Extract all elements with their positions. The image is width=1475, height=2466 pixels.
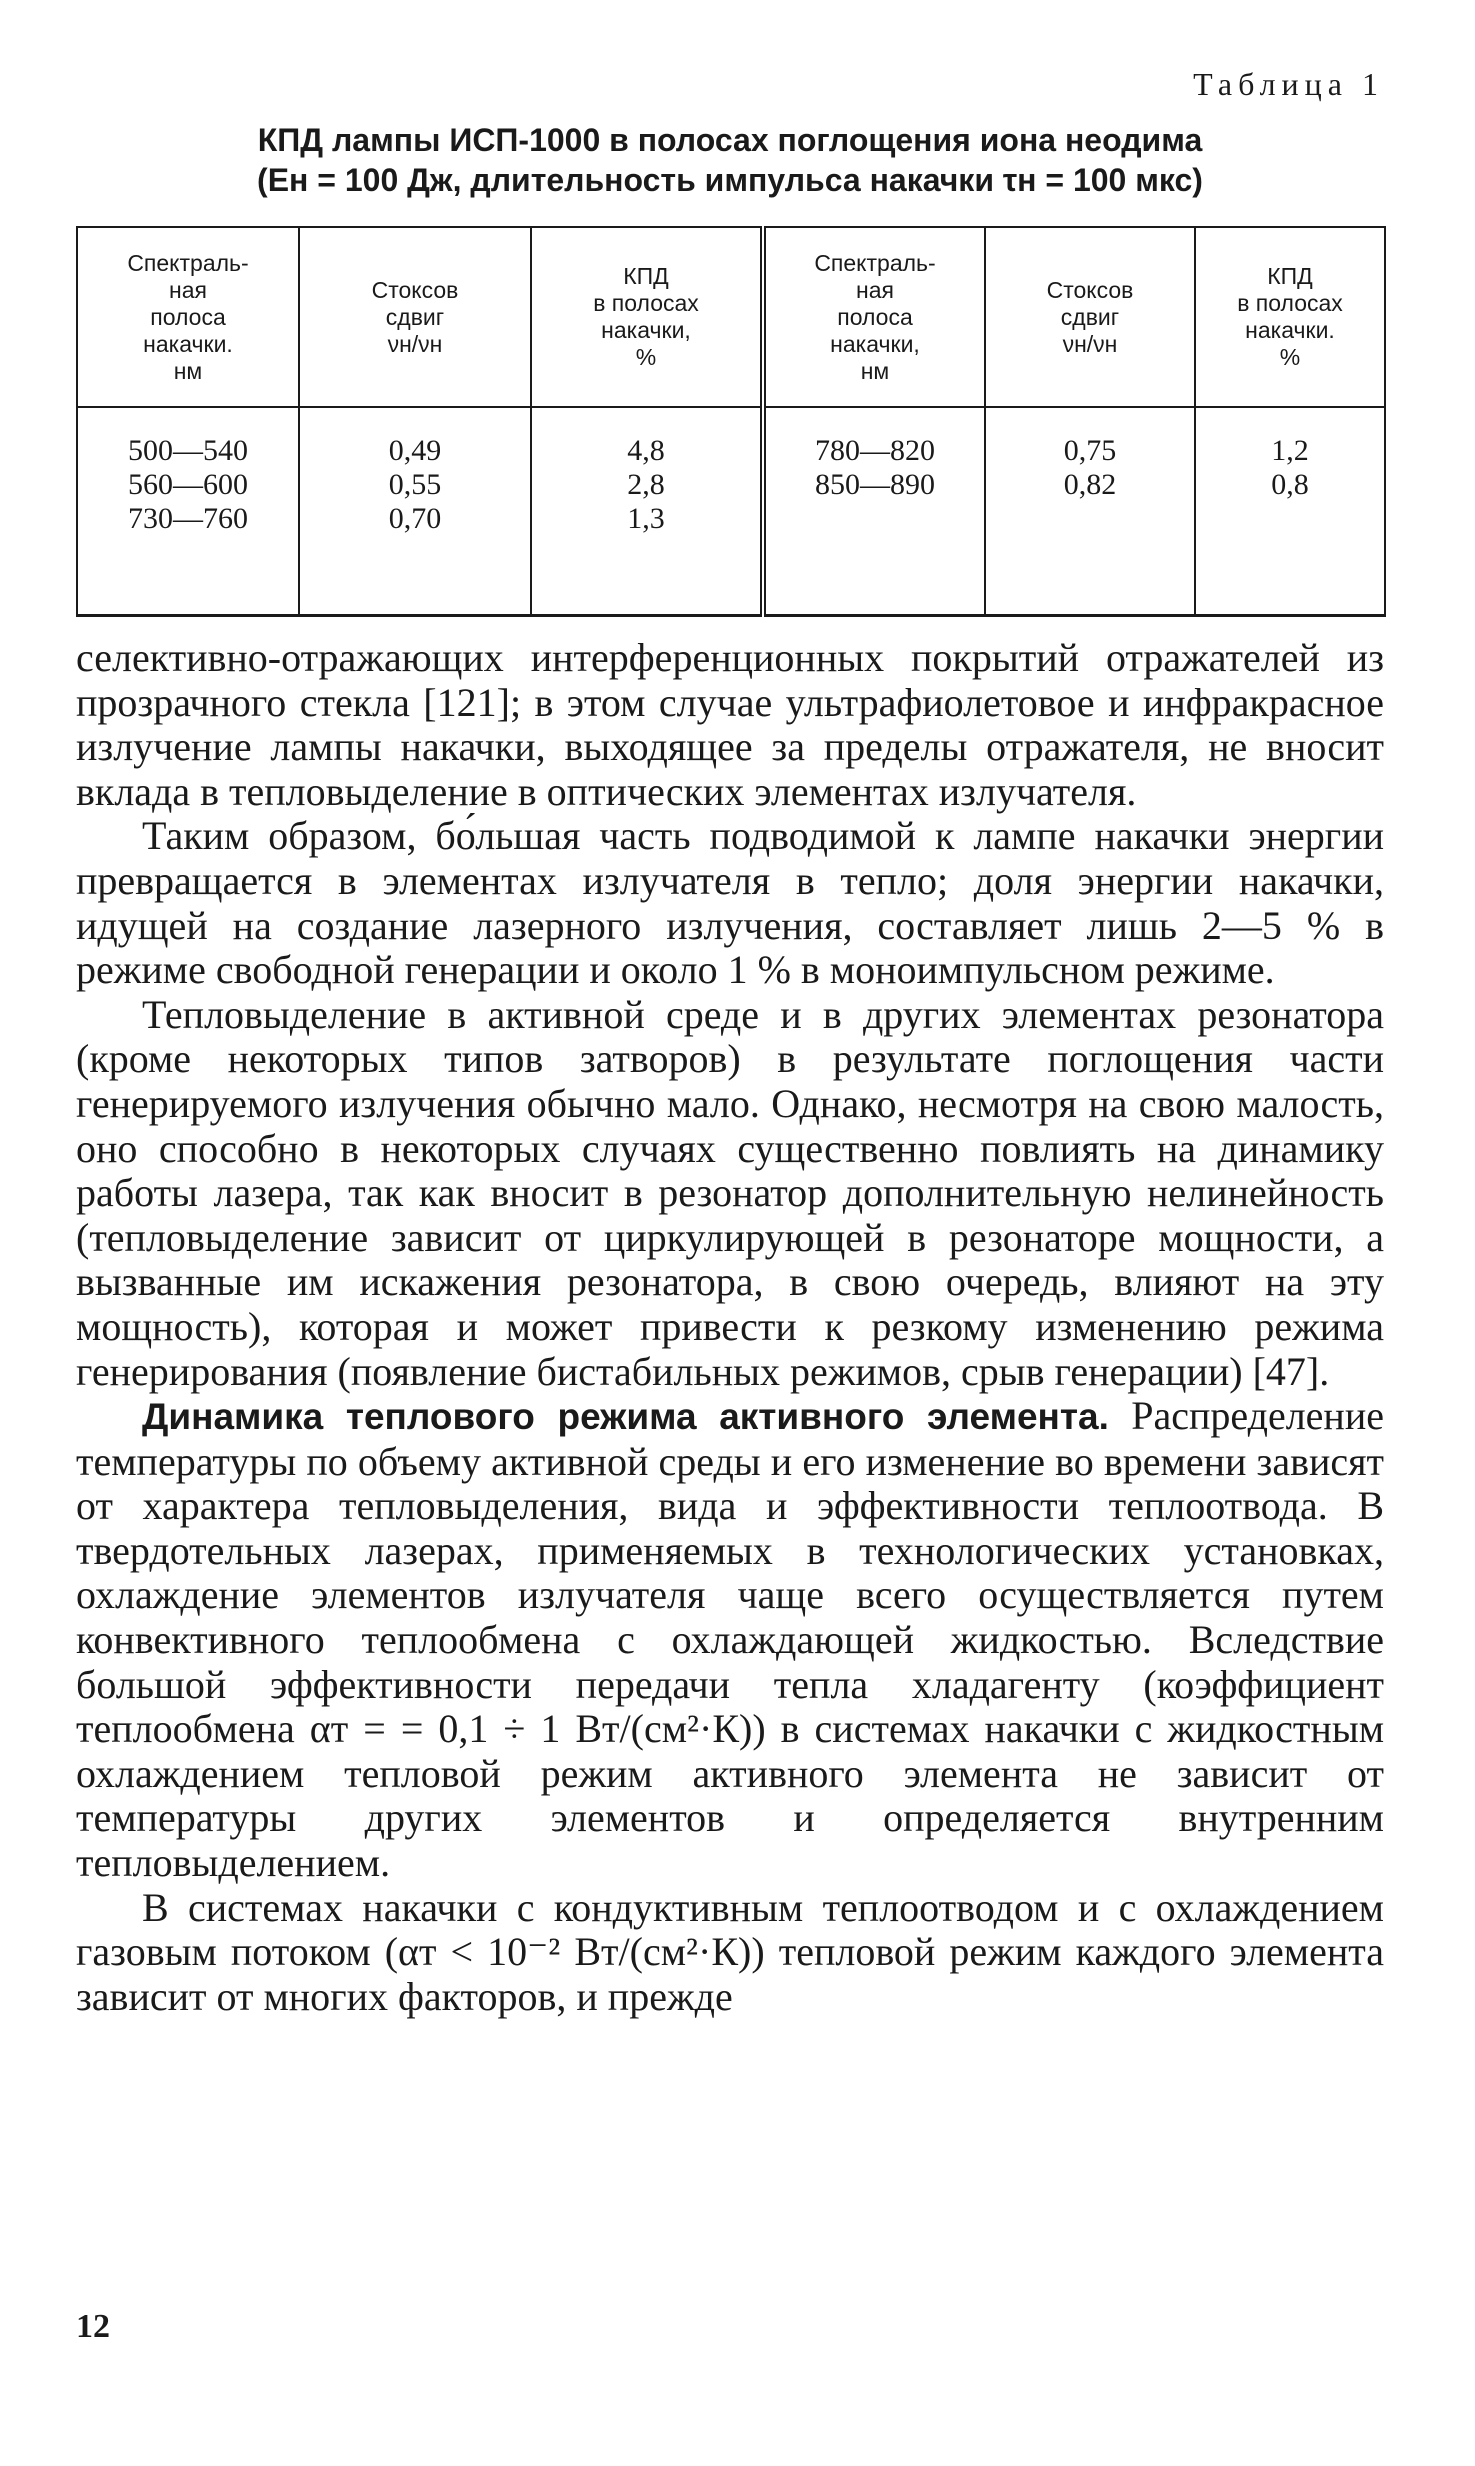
paragraph-3: Тепловыделение в активной среде и в других элементах резонатора (кроме некоторых типов затворов) в результате поглощения части генерируемого излучения обычно мало. Однако, несмотря на свою малость, оно способно в некоторых случаях существенно повлиять на динамику работы лазера, так как вносит в резонатор дополнительную нелинейность (тепловыделение зависит от циркулирующей в резонаторе мощности, а вызванные им искажения резонатора, в свою очередь, влияют на эту мощность), которая и может привести к резкому изменению режима генерирования (появление бистабильных режимов, срыв генерации) [47]. <box>76 991 1384 1394</box>
cell-efficiency-2: 1,2 0,8 <box>1195 407 1385 616</box>
section-heading: Динамика теплового режима активного элемента. <box>142 1396 1109 1438</box>
paragraph-1: селективно-отражающих интерференционных покрытий отражателей из прозрачного стекла [121]; в этом случае ультрафиолетовое и инфракрасное излучение лампы накачки, выходящее за пределы отражателя, не вносит вклада в тепловыделение в оптических элементах излучателя. <box>76 635 1384 814</box>
header-spectral-band-2: Спектраль- ная полоса накачки, нм <box>763 227 985 407</box>
table-title <box>76 120 1384 200</box>
header-stokes-shift-1: Стоксов сдвиг νн/νн <box>299 227 531 407</box>
cell-spectral-band-1: 500—540 560—600 730—760 <box>77 407 299 616</box>
table-label: Таблица 1 <box>1193 66 1384 102</box>
paragraph-2: Таким образом, бо́льшая часть подводимой к лампе накачки энергии превращается в элементах излучателя в тепло; доля энергии накачки, идущей на создание лазерного излучения, составляет лишь 2—5 % в режиме свободной генерации и около 1 % в моноимпульсном режиме. <box>76 813 1384 993</box>
header-spectral-band-1: Спектраль- ная полоса накачки. нм <box>77 227 299 407</box>
paragraph-4-text: Распределение температуры по объему активной среды и его изменение во времени зависят от характера тепловыделения, вида и эффективности теплоотвода. В твердотельных лазерах, применяемых в технологических установках, охлаждение элементов излучателя чаще всего осуществляется путем конвективного теплообмена с охлаждающей жидкостью. Вследствие большой эффективности передачи тепла хладагенту (коэффициент теплообмена αт = = 0,1 ÷ 1 Вт/(см²·К)) в системах накачки с жидкостным охлаждением тепловой режим активного элемента не зависит от температуры других элементов и определяется внутренним тепловыделением. <box>76 1393 1384 1886</box>
efficiency-table <box>76 226 1386 617</box>
header-efficiency-1: КПД в полосах накачки, % <box>531 227 763 407</box>
table-row <box>77 407 1385 616</box>
cell-spectral-band-2: 780—820 850—890 <box>763 407 985 616</box>
header-efficiency-2: КПД в полосах накачки. % <box>1195 227 1385 407</box>
page-number: 12 <box>76 2308 110 2345</box>
table-header-row <box>77 227 1385 407</box>
header-stokes-shift-2: Стоксов сдвиг νн/νн <box>985 227 1195 407</box>
cell-efficiency-1: 4,8 2,8 1,3 <box>531 407 763 616</box>
cell-stokes-shift-1: 0,49 0,55 0,70 <box>299 407 531 616</box>
body-text <box>76 636 1384 2019</box>
table-title-line-2: (Eн = 100 Дж, длительность импульса накачки τн = 100 мкс) <box>257 162 1203 198</box>
paragraph-5: В системах накачки с кондуктивным теплоотводом и с охлаждением газовым потоком (αт < 10⁻² Вт/(см²·К)) тепловой режим каждого элемента зависит от многих факторов, и прежде <box>76 1884 1384 2019</box>
paragraph-4 <box>76 1394 1384 1886</box>
cell-stokes-shift-2: 0,75 0,82 <box>985 407 1195 616</box>
table-title-line-1: КПД лампы ИСП-1000 в полосах поглощения иона неодима <box>257 122 1203 158</box>
document-page <box>76 0 1384 2466</box>
